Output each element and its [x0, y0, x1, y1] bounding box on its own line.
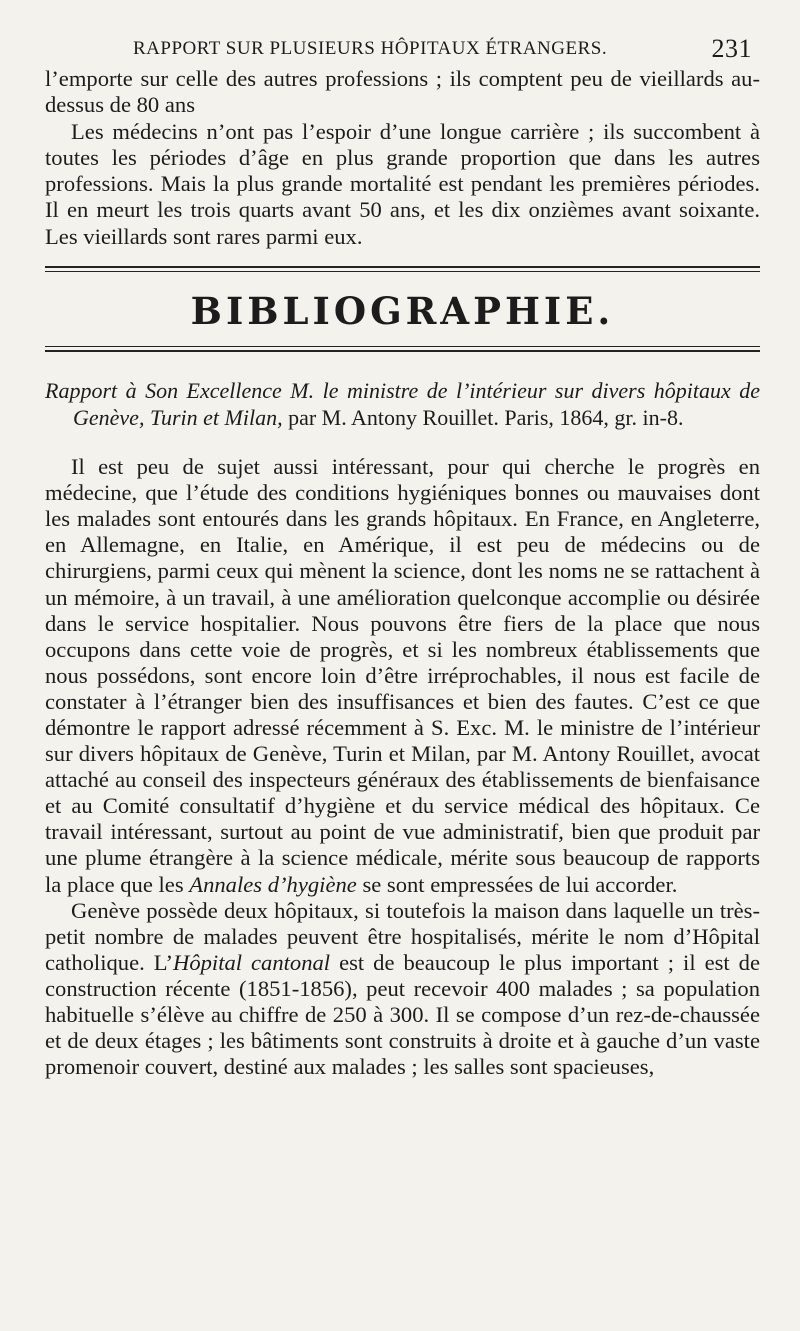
review-body: [45, 454, 760, 1080]
running-header: [45, 30, 760, 66]
citation-author-info: par M. Antony Rouillet. Paris, 1864, gr. in-8.: [282, 404, 684, 430]
section-heading-area: [45, 266, 760, 376]
book-page: [45, 30, 760, 1080]
citation-title: Rapport à Son Excellence M. le ministre de l’intérieur sur divers hôpitaux de Genève, Turin et Milan,: [45, 378, 760, 430]
body-paragraph-1: [45, 454, 760, 898]
section-title: BIBLIOGRAPHIE.: [190, 289, 615, 334]
body-paragraph-2-text: Genève possède deux hôpitaux, si toutefois la maison dans laquelle un très-petit nombre de malades peuvent être hospitalisés, mérite le nom d’Hôpital catholique. L’: [45, 897, 760, 975]
intro-paragraph-1: l’emporte sur celle des autres professions ; ils comptent peu de vieillards au-dessus de 80 ans: [45, 66, 760, 118]
top-rule-thin: [45, 271, 760, 272]
body-paragraph-2: [45, 898, 760, 1081]
intro-paragraph-2: Les médecins n’ont pas l’espoir d’une longue carrière ; ils succombent à toutes les périodes d’âge en plus grande proportion que dans les autres professions. Mais la plus grande mortalité est pendant les premières périodes. Il en meurt les trois quarts avant 50 ans, et les dix onzièmes avant soixante. Les vieillards sont rares parmi eux.: [45, 118, 760, 249]
page-number: 231: [711, 34, 752, 63]
hospital-name: Hôpital cantonal: [173, 949, 331, 975]
citation-text: [45, 378, 760, 431]
journal-name: Annales d’hygiène: [189, 871, 357, 897]
body-paragraph-1-end: se sont empressées de lui accorder.: [356, 871, 678, 897]
body-paragraph-2-end: est de beaucoup le plus important ; il est de construction récente (1851-1856), peut recevoir 400 malades ; sa population habituelle s’élève au chiffre de 250 à 300. Il se compose d’un rez-de-chaussée et de deux étages ; les bâtiments sont construits à droite et à gauche d’un vaste promenoir couvert, destiné aux malades ; les salles sont spacieuses,: [45, 949, 760, 1080]
top-rule: [45, 266, 760, 268]
bibliographic-citation: [45, 378, 760, 431]
intro-text: [45, 66, 760, 250]
running-title: RAPPORT SUR PLUSIEURS HÔPITAUX ÉTRANGERS.: [133, 38, 608, 59]
body-paragraph-1-text: Il est peu de sujet aussi intéressant, pour qui cherche le progrès en médecine, que l’étude des conditions hygiéniques bonnes ou mauvaises dont les malades sont entourés dans les grands hôpitaux. En France, en Angleterre, en Allemagne, en Italie, en Amérique, il est peu de médecins ou de chirurgiens, parmi ceux qui mènent la science, dont les noms ne se rattachent à un mémoire, à un travail, à une amélioration quelconque accomplie ou désirée dans le service hospitalier. Nous pouvons être fiers de la place que nous occupons dans cette voie de progrès, et si les nombreux établissements que nous possédons, sont encore loin d’être irréprochables, il nous est facile de constater à l’étranger bien des insuffisances et bien des fautes. C’est ce que démontre le rapport adressé récemment à S. Exc. M. le ministre de l’intérieur sur divers hôpitaux de Genève, Turin et Milan, par M. Antony Rouillet, avocat attaché au conseil des inspecteurs généraux des établissements de bienfaisance et au Comité consultatif d’hygiène et du service médical des hôpitaux. Ce travail intéressant, surtout au point de vue administratif, bien que produit par une plume étrangère à la science médicale, mérite sous beaucoup de rapports la place que les: [45, 454, 760, 897]
bottom-rule: [45, 350, 760, 352]
bottom-rule-thin: [45, 346, 760, 347]
